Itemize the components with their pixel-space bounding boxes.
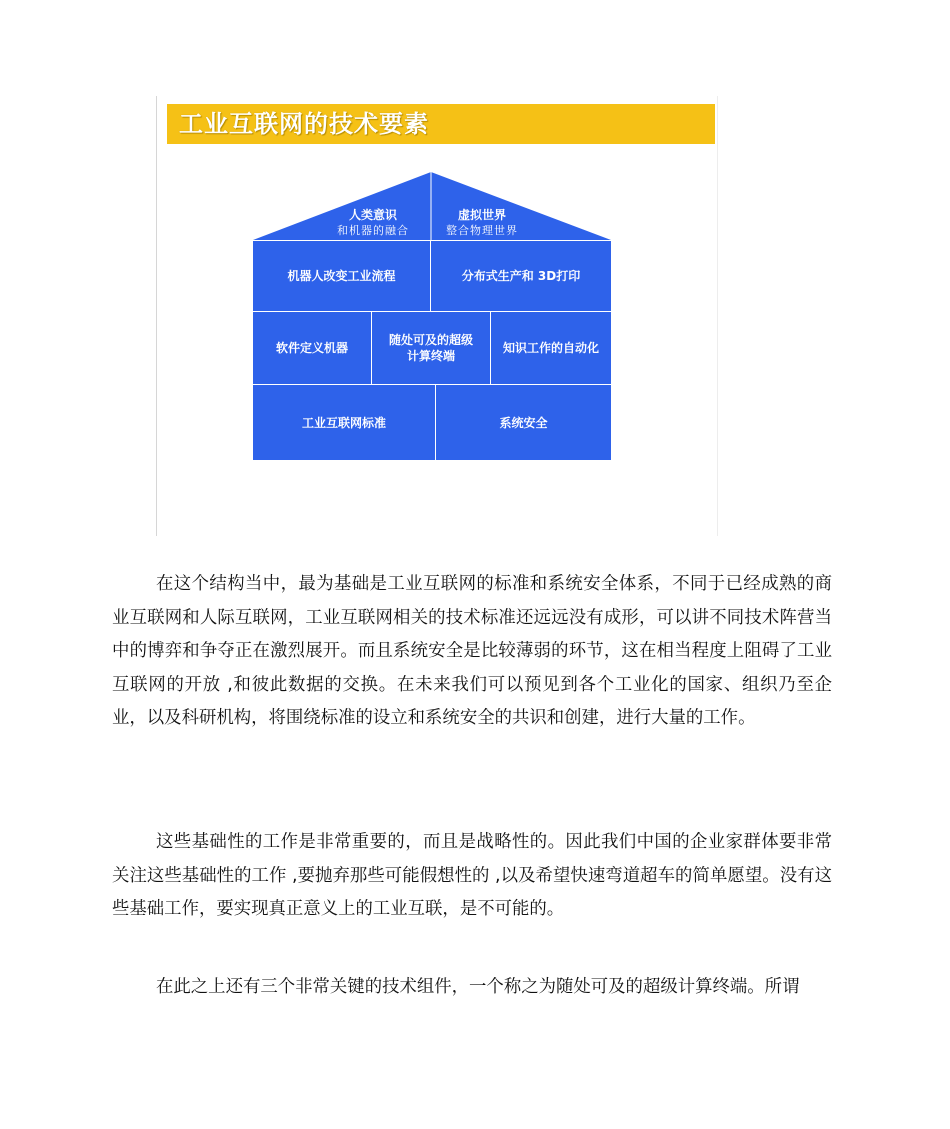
cell-knowledge-automation bbox=[491, 312, 611, 384]
figure-image bbox=[156, 96, 718, 536]
cell-robot-process-label: 机器人改变工业流程 bbox=[287, 269, 396, 283]
cell-system-security bbox=[436, 385, 611, 460]
body-paragraph-3: 在此之上还有三个非常关键的技术组件，一个称之为随处可及的超级计算终端。所谓 bbox=[156, 977, 800, 997]
cell-software-defined bbox=[253, 312, 371, 384]
roof-left-line1: 人类意识 bbox=[348, 208, 397, 222]
cell-software-defined-label: 软件定义机器 bbox=[275, 341, 348, 355]
roof-left-label bbox=[323, 208, 423, 238]
roof-shape bbox=[253, 170, 611, 240]
cell-supercomputing-line1: 随处可及的超级 bbox=[388, 333, 473, 347]
roof-left-line2: 和机器的融合 bbox=[337, 224, 409, 237]
roof-right-line1: 虚拟世界 bbox=[457, 208, 506, 222]
body-paragraph-2: 这些基础性的工作是非常重要的，而且是战略性的。因此我们中国的企业家群体要非常关注这些基础性的工作 ,要抛弃那些可能假想性的 ,以及希望快速弯道超车的简单愿望。没有这些基础工作，要实现真正意义上的工业互联，是不可能的。 bbox=[112, 832, 832, 919]
cell-robot-process bbox=[253, 241, 430, 311]
cell-supercomputing bbox=[372, 312, 490, 384]
cell-distributed-3d-label: 分布式生产和 3D打印 bbox=[461, 269, 581, 283]
cell-supercomputing-line2: 计算终端 bbox=[406, 349, 455, 363]
cell-distributed-3d bbox=[431, 241, 611, 311]
figure-title: 工业互联网的技术要素 bbox=[179, 110, 429, 138]
body-paragraph-1: 在这个结构当中，最为基础是工业互联网的标准和系统安全体系，不同于已经成熟的商业互联网和人际互联网，工业互联网相关的技术标准还远远没有成形，可以讲不同技术阵营当中的博弈和争夺正在激烈展开。而且系统安全是比较薄弱的环节，这在相当程度上阻碍了工业互联网的开放 ,和彼此数据的交换。在未来我们可以预见到各个工业化的国家、组织乃至企业，以及科研机构，将围绕标准的设立和系统安全的共识和创建，进行大量的工作。 bbox=[112, 574, 832, 728]
house-diagram bbox=[253, 170, 611, 461]
cell-iiot-standard-label: 工业互联网标准 bbox=[301, 415, 386, 430]
figure-title-bar bbox=[167, 104, 715, 144]
cell-iiot-standard bbox=[253, 385, 435, 460]
roof-right-label bbox=[437, 208, 527, 238]
roof-right-line2: 整合物理世界 bbox=[446, 224, 518, 237]
cell-knowledge-automation-label: 知识工作的自动化 bbox=[502, 341, 599, 355]
cell-system-security-label: 系统安全 bbox=[499, 415, 548, 430]
